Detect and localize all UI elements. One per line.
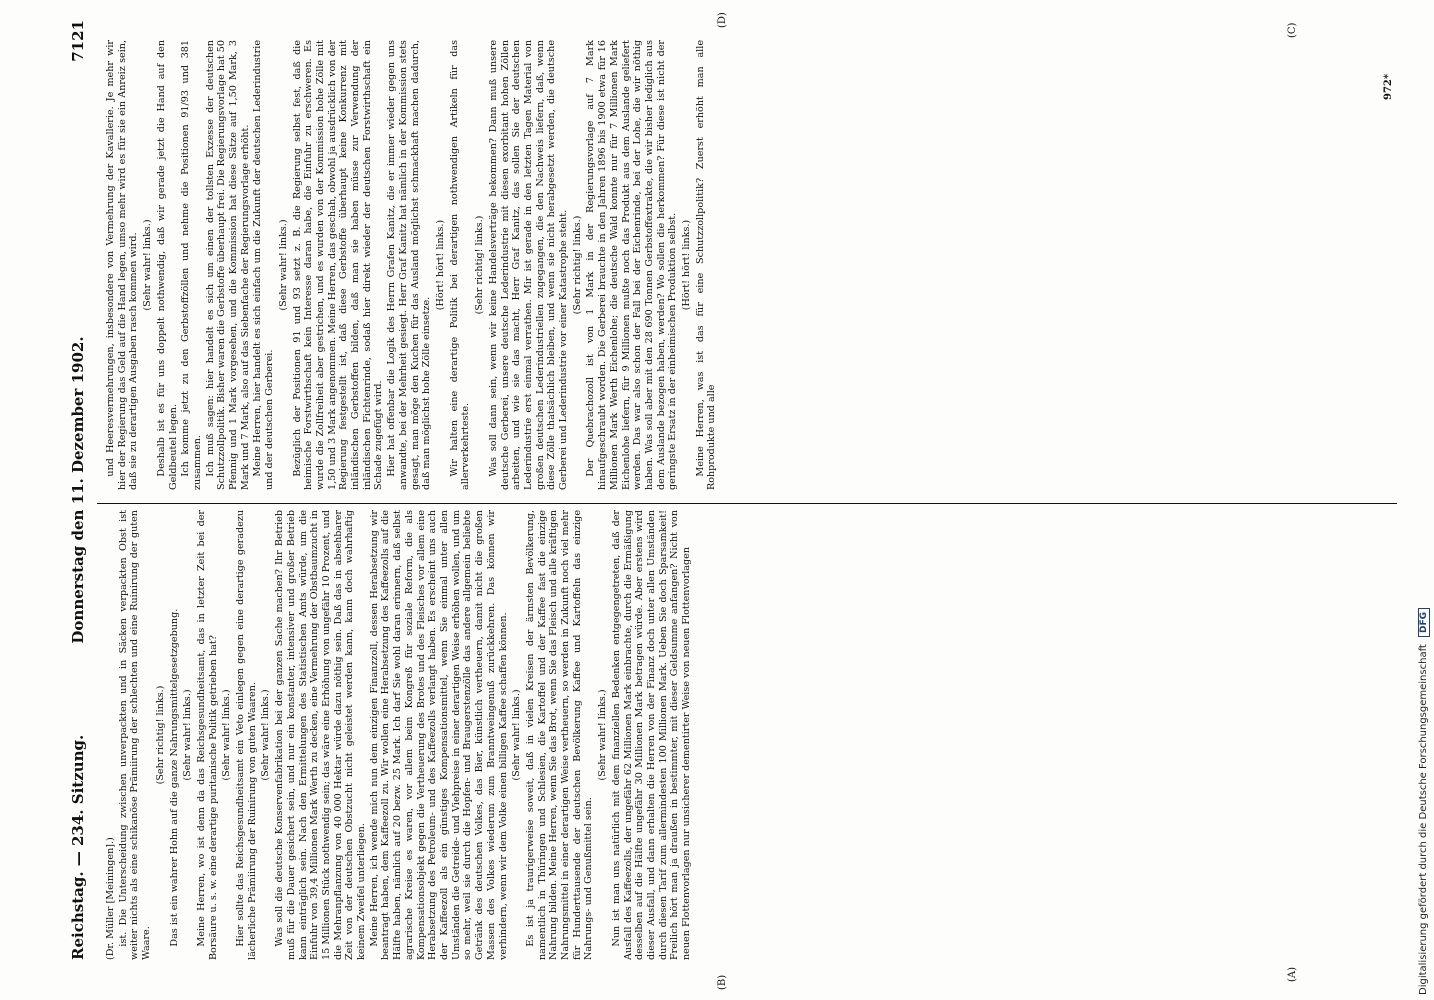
interjection: (Sehr wahr! links.)	[511, 689, 523, 781]
paragraph: Hier sollte das Reichsgesundheitsamt ein Veto einlegen gegen eine derartige geradezu lächerliche Prämiirung der Ruinirung von guten Waaren.	[235, 510, 258, 960]
paragraph: ist. Die Unterscheidung zwischen unverpackten und in Säcken verpackten Obst ist weiter nichts als eine schikanöse Prämiirung der schlechten und eine Ruinirung der guten Waare.	[117, 510, 153, 960]
paragraph: Meine Herren, wo ist denn da das Reichsgesundheitsamt, das in letzter Zeit bei der Borsäure u. s. w. eine derartige puritanische Politik getrieben hat?	[195, 510, 219, 960]
paragraph: Meine Herren, hier handelt es sich einfach um die Zukunft der deutschen Lederindustrie und der deutschen Gerberei.	[252, 40, 276, 490]
interjection: (Hört! hört! links.)	[434, 219, 446, 311]
interjection: (Sehr wahr! links.)	[277, 219, 289, 311]
interjection: (Sehr richtig! links.)	[474, 215, 486, 315]
page-header	[67, 20, 91, 960]
paragraph: Ich komme jetzt zu den Gerbstoffzöllen und nehme die Positionen 91/93 und 381 zusammen.	[180, 40, 203, 490]
footer-signature-mark: 972*	[1383, 73, 1394, 100]
left-column	[105, 510, 1405, 960]
paragraph: Bezüglich der Positionen 91 und 93 setzt z. B. die Regierung selbst fest, daß die heimische Forstwirthschaft kein Interesse daran habe, die Einfuhr zu erschweren. Es wurde die Zollfreiheit aber gestrichen, und es wurden von der Kommission hohe Zölle mit 1,50 und 3 Mark angenommen. Meine Herren, das geschah, obwohl ja ausdrücklich von der Regierung festgestellt ist, daß diese Gerbstoffe überhaupt keine Konkurrenz mit inländischen Gerbstoffen bilden, daß man sie haben müsse zur Verwendung der inländischen Fichtenrinde, sodaß hier direkt wieder der deutschen Forstwirthschaft ein Schade zugefügt wird.	[291, 40, 385, 490]
interjection: (Sehr wahr! links.)	[221, 689, 233, 781]
paragraph: Das ist ein wahrer Hohn auf die ganze Nahrungsmittelgesetzgebung.	[168, 608, 180, 947]
paragraph: Wir halten eine derartige Politik bei derartigen nothwendigen Artikeln für das allerverkehrteste.	[448, 40, 472, 490]
dfg-logo: DFG	[1418, 608, 1430, 637]
paragraph: Deshalb ist es für uns doppelt nothwendig, daß wir gerade jetzt die Hand auf den Geldbeutel legen.	[155, 40, 179, 490]
interjection: (Sehr wahr! links.)	[182, 689, 194, 781]
interjection: (Sehr wahr! links.)	[142, 219, 154, 311]
paragraph: Was soll die deutsche Konservenfabrikation bei der ganzen Sache machen? Ihr Betrieb muß für die Dauer gesichert sein, und nur ein konstanter, intensiver und großer Betrieb kann einträglich sein. Nach den Ermittelungen des Statistischen Amts würde, um die Einfuhr von 39,4 Millionen Mark Werth zu decken, eine Vermehrung der Obstbaumzucht in 15 Millionen Stück nothwendig sein; das wäre eine Erhöhung von ungefähr 10 Prozent, und die Mehranpflanzung von 40 000 Hektar würde dazu nöthig sein. Daß das in absehbarer Zeit von der deutschen Obstzucht nicht geleistet werden kann, kann doch wahrhaftig keinem Zweifel unterliegen.	[274, 510, 368, 960]
paragraph: Was soll dann sein, wenn wir keine Handelsverträge bekommen? Dann muß unsere deutsche Gerberei, unsere deutsche Lederindustrie mit diesen exorbitant hohen Zöllen arbeiten, und wie sie das macht, Herr Graf Kanitz, das sollen Sie der deutschen Lederindustrie erst einmal verrathen. Mir ist gerade in den letzten Tagen Material von großen deutschen Lederindustriellen zugegangen, die den Nachweis liefern, daß, wenn diese Zölle thatsächlich bleiben, und wenn sie nicht herabgesetzt werden, die deutsche Gerberei und Lederindustrie vor einer Katastrophe steht.	[487, 40, 570, 490]
margin-marker-c: (C)	[1287, 22, 1298, 38]
margin-marker-b: (B)	[717, 974, 728, 990]
paragraph: Nun ist man uns natürlich mit dem finanziellen Bedenken entgegengetreten, daß der Ausfall des Kaffeezolls, der ungefähr 62 Millionen Mark einbrachte, durch die Ermäßigung desselben auf die Hälfte ungefähr 30 Millionen Mark betragen würde. Aber erstens wird dieser Ausfall, und dann erhalten die Herren von der Finanz doch unter allen Umständen durch diesen Tarif zum allermindesten 100 Millionen Mark. Ueben Sie doch Sparsamkeit! Freilich hört man ja draußen in bestimmter, mit dieser Geldsumme anfangen? Nicht von neuen Flottenvorlagen nur unsicherer dementirter Weise von neuen Flottenvorlagen	[610, 510, 693, 960]
header-session: Reichstag. — 234. Sitzung.	[69, 734, 87, 960]
newspaper-page	[67, 0, 1407, 1000]
page-number: 7121	[69, 20, 87, 62]
header-date: Donnerstag den 11. Dezember 1902.	[69, 336, 87, 644]
margin-marker-d: (D)	[717, 12, 728, 28]
interjection: (Sehr richtig! links.)	[154, 685, 166, 785]
right-column	[105, 40, 1405, 490]
paragraph: Ich muß sagen: hier handelt es sich um einen der tollsten Exzesse der deutschen Schutzzollpolitik. Bisher waren die Gerbstoffe überhaupt frei. Die Regierungsvorlage hat 50 Pfennig und 1 Mark vorgesehen, und die Kommission hat diese Sätze auf 1,50 Mark, 3 Mark und 7 Mark, also auf das Siebenfache der Regierungsvorlage erhöht.	[204, 40, 251, 490]
paragraph: Meine Herren, was ist das für eine Schutzzollpolitik? Zuerst erhöht man alle Rohprodukte und alle	[694, 40, 718, 490]
paragraph: Meine Herren, ich wende mich nun dem einzigen Finanzzoll, dessen Herabsetzung wir beantragt haben, dem Kaffeezoll zu. Wir wollen eine Herabsetzung des Kaffeezolls auf die Hälfte haben, nämlich auf 20 bezw. 25 Mark. Ich darf Sie wohl daran erinnern, daß selbst agrarische Kreise es waren, vor allem beim Kongreß für soziale Reform, die als Kompensationsobjekt gegen die Vertheuerung des Brotes und des Fleisches vor allem eine Herabsetzung des Petroleum- und des Kaffeezolls verlangt haben. Es erscheint uns auch der Kaffeezoll als ein günstiges Kompensationsmittel, wenn Sie einmal unter allen Umständen die Getreide- und Viehpreise in einer derartigen Weise erhöhen wollen, und um so mehr, weil sie durch die Hopfen- und Braugerstenzölle das andere allgemein beliebte Getränk des deutschen Volkes, das Bier, künstlich vertheuern, damit nicht die großen Massen des Volkes wiederum zum Branntweingenuß zurückkehren. Das können wir verhindern, wenn wir dem Volke einen billigen Kaffee schaffen können.	[368, 510, 509, 960]
interjection: (Sehr wahr! links.)	[260, 689, 272, 781]
interjection: (Hört! hört! links.)	[681, 219, 693, 311]
speaker-label: (Dr. Müller [Meiningen].)	[105, 837, 116, 960]
credit-text: Digitalisierung gefördert durch die Deutsche Forschungsgemeinschaft	[1418, 644, 1429, 995]
interjection: (Sehr wahr! links.)	[597, 689, 609, 781]
margin-marker-a: (A)	[1287, 966, 1298, 982]
column-divider	[97, 503, 1397, 504]
interjection: (Sehr richtig! links.)	[571, 215, 583, 315]
paragraph: Es ist ja traurigerweise soweit, daß in vielen Kreisen der ärmsten Bevölkerung, namentlich in Thüringen und Schlesien, die Kartoffel und der Kaffee fast die einzige Nahrung bilden. Meine Herren, wenn Sie das Brot, wenn Sie das Fleisch und alle kräftigen Nahrungsmittel in einer derartigen Weise vertheuern, so werden in Zukunft noch viel mehr für Hunderttausende der deutschen Bevölkerung Kaffee und Kartoffeln das einzige Nahrungs- und Genußmittel sein.	[524, 510, 595, 960]
paragraph: Der Quebrachozoll ist von 1 Mark in der Regierungsvorlage auf 7 Mark hinaufgeschraubt worden. Die Gerberei brauchte in den Jahren 1896 bis 1900 etwa für 16 Millionen Mark Werth Eichenlohe; die deutsche Wald konnte nur für 7 Millionen Mark Eichenlohe liefern, für 9 Millionen mußte noch das Produkt aus dem Auslande geliefert werden. Das war also schon der Fall bei der Eichenrinde, bei der Lohe, die wir nöthig haben. Was soll aber mit den 28 690 Tonnen Gerbstoffextrakte, die wir bisher lediglich aus dem Auslande bezogen haben, werden? Wo sollen die herkommen? Für diese ist nicht der geringste Ersatz in der einheimischen Produktion selbst.	[585, 40, 679, 490]
digitization-credit	[1418, 5, 1430, 995]
paragraph: und Heeresvermehrungen, insbesondere von Vermehrung der Kavallerie. Je mehr wir hier der Regierung das Geld auf die Hand legen, umso mehr wird es für sie ein Anreiz sein, daß sie zu derartigen Ausgaben rasch kommen wird.	[105, 40, 140, 490]
paragraph: Hier hat offenbar die Logik des Herrn Grafen Kanitz, die er immer wieder gegen uns anwandte, bei der Mehrheit gesiegt. Herr Graf Kanitz hat nämlich in der Kommission stets gesagt, man möge den Kuchen für das Ausland möglichst schmackhaft machen dadurch, daß man möglichst hohe Zölle einsetze.	[386, 40, 433, 490]
